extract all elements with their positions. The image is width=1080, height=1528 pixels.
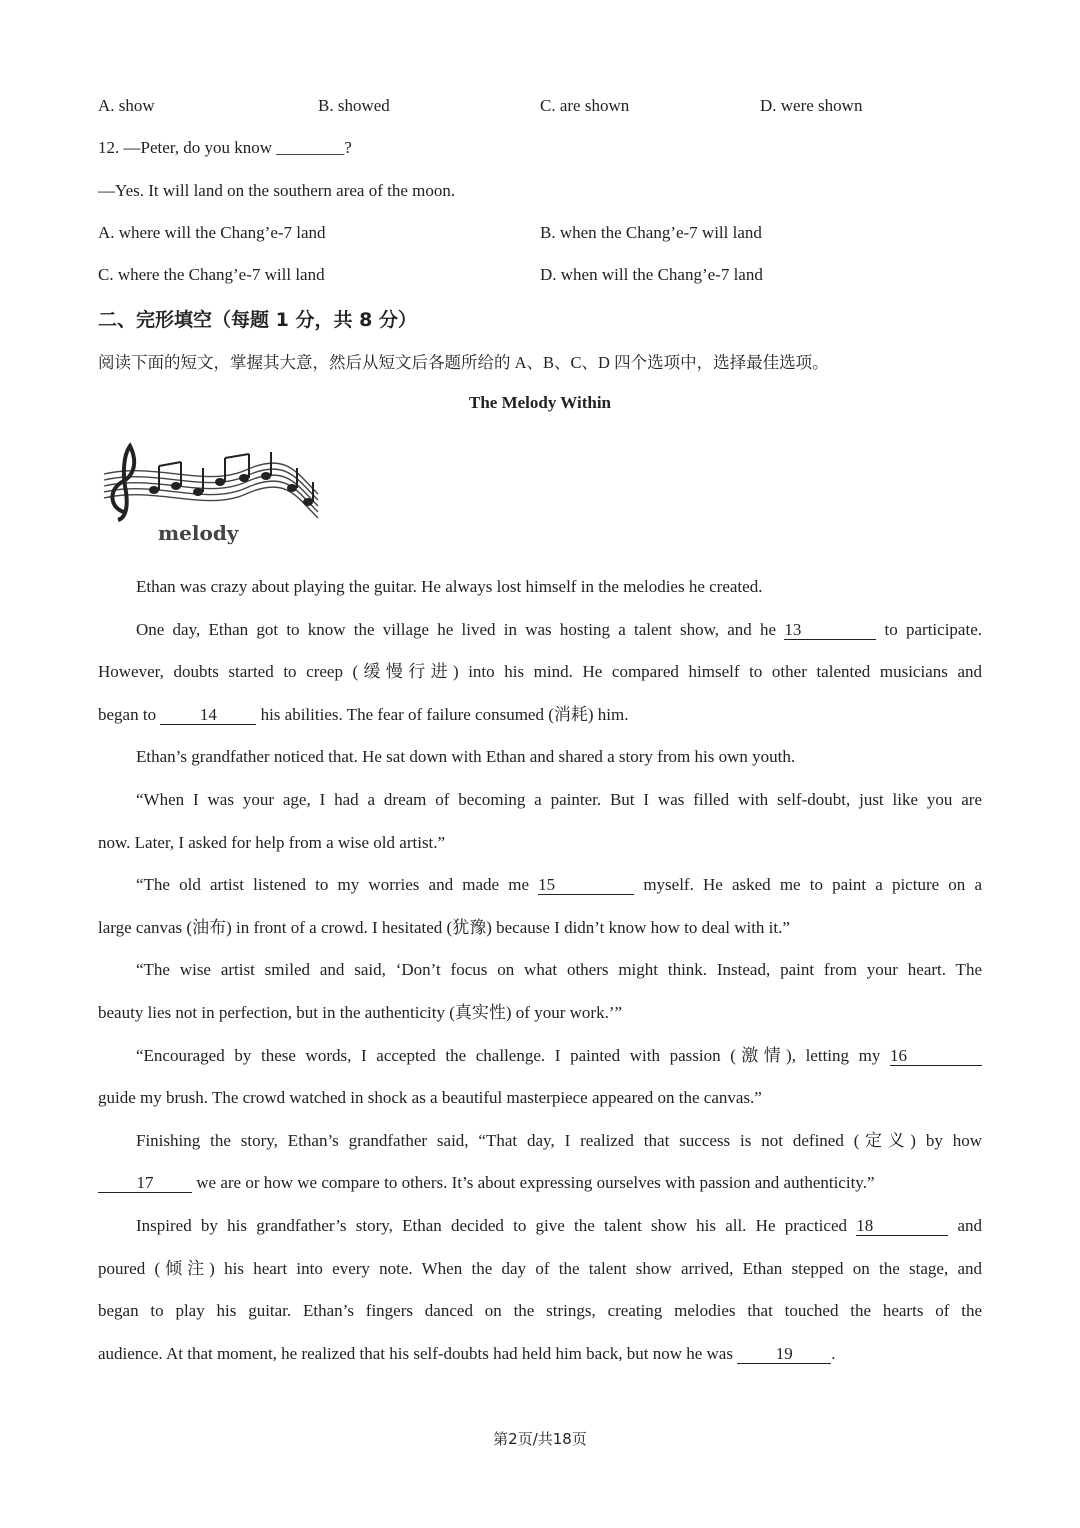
blank-16: 16 bbox=[890, 1047, 982, 1066]
paragraph-8-line-1: Finishing the story, Ethan’s grandfather said, “That day, I realized that success is not defined (定义) by how bbox=[136, 1130, 982, 1150]
paragraph-8-line-2 bbox=[98, 1162, 982, 1205]
q12-stem: 12. —Peter, do you know ________? bbox=[98, 138, 352, 157]
text-span: to participate. bbox=[884, 619, 982, 639]
paragraph-9-line-1 bbox=[98, 1205, 982, 1248]
section-heading: 二、完形填空（每题 1 分，共 8 分） bbox=[98, 309, 417, 331]
text-span: myself. He asked me to paint a picture on a bbox=[643, 875, 983, 895]
q12-answer-line: —Yes. It will land on the southern area of the moon. bbox=[98, 181, 456, 200]
text-span: audience. At that moment, he realized that his self-doubts had held him back, but now he was bbox=[98, 1343, 733, 1363]
page-number: 第2页/共18页 bbox=[493, 1430, 587, 1448]
blank-15: 15 bbox=[538, 876, 634, 895]
paragraph-4-line-2: now. Later, I asked for help from a wise old artist.” bbox=[98, 832, 446, 852]
text-span: . bbox=[831, 1343, 836, 1363]
paragraph-2-line-3 bbox=[98, 694, 982, 737]
q12-option-c: C. where the Chang’e-7 will land bbox=[98, 265, 325, 284]
text-span: we are or how we compare to others. It’s about expressing ourselves with passion and authenticity.” bbox=[196, 1173, 875, 1193]
paragraph-2-line-2: However, doubts started to creep (缓慢行进) into his mind. He compared himself to other talented musicians and bbox=[98, 662, 982, 682]
text-span: “The old artist listened to my worries and made me bbox=[136, 875, 529, 895]
q12-option-a: A. where will the Chang’e-7 land bbox=[98, 223, 326, 242]
paragraph-9-line-3: began to play his guitar. Ethan’s fingers danced on the strings, creating melodies that touched the hearts of the bbox=[98, 1301, 982, 1321]
blank-14: 14 bbox=[160, 706, 256, 725]
text-span: and bbox=[957, 1215, 983, 1235]
paragraph-9-line-4 bbox=[98, 1333, 982, 1376]
text-span: Inspired by his grandfather’s story, Ethan decided to give the talent show his all. He practiced bbox=[136, 1215, 847, 1235]
melody-caption: melody bbox=[158, 521, 239, 545]
q11-option-a: A. show bbox=[98, 96, 155, 115]
paragraph-4-line-1: “When I was your age, I had a dream of becoming a painter. But I was filled with self-doubt, just like you are bbox=[136, 789, 982, 809]
paragraph-3: Ethan’s grandfather noticed that. He sat down with Ethan and shared a story from his own youth. bbox=[136, 747, 796, 767]
paragraph-2-line-1 bbox=[98, 609, 982, 652]
blank-17: 17 bbox=[98, 1174, 192, 1193]
paragraph-5-line-2: large canvas (油布) in front of a crowd. I hesitated (犹豫) because I didn’t know how to deal with it.” bbox=[98, 917, 790, 937]
paragraph-7-line-1 bbox=[98, 1035, 982, 1078]
text-span: “Encouraged by these words, I accepted the challenge. I painted with passion (激情), letting my bbox=[136, 1045, 881, 1065]
blank-18: 18 bbox=[856, 1217, 948, 1236]
q11-option-b: B. showed bbox=[318, 96, 390, 115]
q12-option-b: B. when the Chang’e-7 will land bbox=[540, 223, 762, 242]
section-instruction: 阅读下面的短文，掌握其大意，然后从短文后各题所给的 A、B、C、D 四个选项中，选择最佳选项。 bbox=[98, 353, 829, 372]
text-span: his abilities. The fear of failure consumed (消耗) him. bbox=[260, 704, 629, 724]
paragraph-7-line-2: guide my brush. The crowd watched in shock as a beautiful masterpiece appeared on the canvas.” bbox=[98, 1088, 762, 1108]
blank-13: 13 bbox=[784, 621, 876, 640]
q12-option-d: D. when will the Chang’e-7 land bbox=[540, 265, 763, 284]
text-span: began to bbox=[98, 704, 157, 724]
paragraph-6-line-2: beauty lies not in perfection, but in the authenticity (真实性) of your work.’” bbox=[98, 1002, 623, 1022]
paragraph-9-line-2: poured (倾注) his heart into every note. When the day of the talent show arrived, Ethan stepped on the stage, and bbox=[98, 1258, 982, 1278]
passage-title: The Melody Within bbox=[468, 393, 611, 412]
blank-19: 19 bbox=[737, 1345, 831, 1364]
passage-body bbox=[98, 566, 982, 1375]
paragraph-1: Ethan was crazy about playing the guitar. He always lost himself in the melodies he created. bbox=[136, 577, 763, 596]
q11-option-d: D. were shown bbox=[760, 96, 863, 115]
melody-music-notes-image bbox=[96, 432, 326, 552]
q11-option-c: C. are shown bbox=[540, 96, 630, 115]
paragraph-6-line-1: “The wise artist smiled and said, ‘Don’t focus on what others might think. Instead, paint from your heart. The bbox=[136, 960, 982, 980]
text-span: One day, Ethan got to know the village he lived in was hosting a talent show, and he bbox=[136, 619, 777, 639]
paragraph-5-line-1 bbox=[98, 864, 982, 907]
